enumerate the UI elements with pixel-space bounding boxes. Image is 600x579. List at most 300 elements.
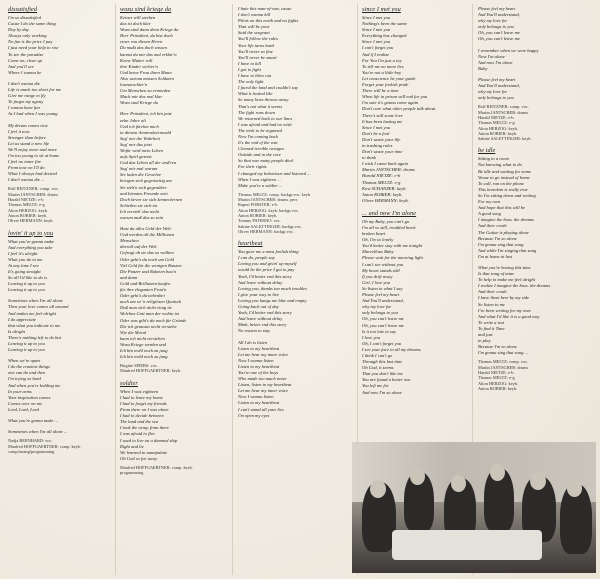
- lyric-line: And makes me feel alright: [8, 310, 56, 316]
- lyric-line: And now I'm alone: [478, 59, 513, 65]
- lyric-line: To see the paradise: [8, 51, 44, 57]
- lyric-line: I'm too young to sit at home: [8, 152, 60, 158]
- column-2: [120, 6, 226, 575]
- lyric-line: I don't wanna die ...: [8, 177, 45, 183]
- song-block: [478, 6, 594, 141]
- lyric-line: Loving you hangs me blue and empty: [238, 297, 307, 303]
- lyric-line: that what you indicate to me: [8, 322, 61, 328]
- lyric-line: Nothing's been the same: [362, 21, 407, 27]
- lyric-line: No fun is the price I pay: [8, 39, 53, 45]
- lyric-line: Life is much too short for me: [8, 87, 62, 93]
- lyric-line: I hate this man-of-war, cause: [238, 6, 292, 11]
- lyric-line: Because I'm so alone: [478, 344, 517, 350]
- lyric-line: Die ich genauso nicht verstehe: [120, 323, 177, 329]
- lyric-line: Since I met you: [362, 124, 391, 130]
- lyric-line: Come on, clear up: [8, 57, 42, 63]
- lyric-line: From there on I was alone: [120, 407, 169, 413]
- lyric-line: And You'll understand,: [478, 83, 520, 89]
- lyric-line: Oh, I'm so lonely: [362, 237, 394, 243]
- credit-line: Tommy PATERNO: voc.: [238, 218, 281, 224]
- lyric-line: I'm open my eyes: [238, 412, 270, 418]
- lyric-line: Und ich fürchte mich: [120, 123, 159, 129]
- lyric-line: Oliver HERMANN: keyb.: [362, 197, 409, 203]
- credit-line: Thomas MELTZ: e-g: [478, 375, 515, 381]
- lyric-line: What it looked like: [238, 91, 273, 97]
- song-title: lovin' it up to you: [8, 229, 54, 237]
- lyric-line: in trashing rules: [362, 142, 393, 148]
- lyric-line: For my own: [478, 199, 501, 205]
- lyric-line: Und das Leben all der and'ren: [120, 160, 177, 166]
- lyric-line: So listen to what I say: [362, 285, 403, 291]
- lyric-line: Is that song of mine: [478, 271, 515, 277]
- lyric-line: I had to leave my home: [120, 394, 163, 400]
- lyric-line: Anton ROBIER: keyb.: [362, 191, 403, 197]
- lyric-line: And their crash: [478, 289, 507, 295]
- song-lyrics: [238, 249, 352, 419]
- lyric-line: What you do to me: [8, 256, 43, 262]
- lyric-line: And now I'm so alone: [362, 389, 402, 395]
- lyric-line: You'll never so fine: [238, 48, 273, 54]
- lyric-line: I faced the land and couldn't say: [238, 85, 298, 91]
- lyric-line: I've been writing for my own: [478, 307, 531, 313]
- lyric-line: Harald NIETZE: e-b: [362, 173, 401, 179]
- song-block: [120, 6, 226, 374]
- lyric-line: To tell me no more lies: [362, 63, 404, 69]
- photo-face: [451, 475, 466, 492]
- lyric-line: And leave without delay: [238, 279, 283, 285]
- song-lyrics: [8, 239, 112, 436]
- lyric-line: When we're apart: [8, 358, 41, 364]
- lyric-line: As I had when I was young: [8, 111, 58, 117]
- lyric-line: Oder geht's da nebenbei: [120, 293, 165, 299]
- lyric-line: Und werden all die Millionen: [120, 232, 175, 238]
- lyric-line: Listen to my heartbeat: [238, 400, 280, 406]
- lyric-line: What I always had desired: [8, 171, 57, 177]
- lyric-line: Please feel my heart: [478, 6, 516, 11]
- lyric-line: Viel Geld für die wenigen Bonzen: [120, 262, 182, 268]
- lyric-line: Don't care what other people talk about: [362, 106, 436, 112]
- lyric-line: From now on I'll do: [8, 165, 45, 171]
- column-divider: [115, 4, 116, 575]
- lyric-line: Sie steh'n sich gegenüber: [120, 184, 167, 190]
- lyric-line: Listen, listen to my heartbeat: [238, 382, 292, 388]
- lyric-line: und könnten Freunde sein: [120, 190, 168, 196]
- lyric-line: überall auf der Welt: [120, 244, 157, 250]
- song-lyrics: [362, 15, 466, 204]
- lyric-line: Ich bin wohl noch zu jung: [120, 354, 168, 360]
- song-credits: [478, 104, 594, 141]
- lyric-line: losmarschier'n: [120, 82, 148, 88]
- column-1: [8, 6, 112, 575]
- song-block: [8, 230, 112, 455]
- lyric-line: I don't wanna kill: [238, 12, 271, 18]
- lyric-line: I do the craziest things: [8, 364, 50, 370]
- credit-line: Sabine SALETTINGER: keyb.: [478, 136, 532, 142]
- lyric-line: For their rights: [238, 164, 267, 170]
- credit-line: Anton ROBIER: keyb.: [478, 385, 518, 391]
- lyric-line: No reason to stay: [238, 328, 271, 334]
- lyric-line: I have to blow out: [238, 73, 272, 79]
- lyric-line: Daß man sich nicht einig ist: [120, 305, 172, 311]
- lyric-line: Yeah, I'd better end this story: [238, 273, 292, 279]
- lyric-line: Die Panzer und Raketen bau'n: [120, 268, 177, 274]
- lyric-line: Now I wanna listen: [238, 357, 274, 363]
- credit-line: Nadja BERNHARD: voc.: [8, 438, 53, 444]
- lyric-line: All I do is listen: [238, 339, 268, 345]
- lyric-line: für ihre eleganten Frau'n: [120, 287, 167, 293]
- lyric-line: Leaving it up to you: [8, 287, 45, 293]
- lyric-line: only belongs to you: [362, 310, 398, 316]
- lyric-line: You'll never be smart: [238, 54, 277, 60]
- song-lyrics: [8, 15, 112, 183]
- lyric-line: Sitting in a room: [478, 156, 509, 162]
- lyric-line: You'd better stay with me tonight: [362, 243, 423, 249]
- lyric-line: Outside and in the core: [238, 152, 281, 158]
- lyric-line: Forget your foolish pride: [362, 82, 409, 88]
- song-title: since I met you: [362, 6, 401, 13]
- lyric-line: That will be your: [238, 24, 270, 30]
- song-block: [120, 380, 226, 476]
- lyric-line: Yeah, I'd better end this story: [238, 310, 292, 316]
- lyric-line: Through this last time: [362, 359, 403, 365]
- lyric-line: Sag' mir das jetzt: [120, 141, 152, 147]
- lyric-line: Herr Präsident, du bist doch: [120, 33, 173, 39]
- lyric-line: My heart stands still: [362, 267, 400, 273]
- lyric-line: Ich bin wohl noch zu jung: [120, 347, 168, 353]
- lyric-line: And hope that this will be: [478, 205, 526, 211]
- lyric-line: Don't waste your life: [362, 136, 401, 142]
- lyric-line: When I was eighteen: [120, 388, 159, 394]
- lyric-line: aufs Spiel gesetzt: [120, 154, 152, 160]
- lyric-line: What you've gonna make: [8, 238, 55, 244]
- lyric-line: Let me hear my inner voice: [238, 388, 289, 394]
- lyric-line: Don't be a fool: [362, 130, 390, 136]
- credit-line: Oliver HERMANN: backgr.voc.: [238, 228, 294, 234]
- lyric-line: I used to live on a damned ship: [120, 437, 178, 443]
- lyric-line: only belongs to you: [478, 24, 514, 30]
- credit-line: Martin JANTSCHER: drums. perc: [238, 197, 298, 203]
- credit-line: Martin JANTSCHER: drums: [478, 364, 529, 370]
- lyric-line: Since I met you: [362, 39, 391, 45]
- lyric-line: I got to fight: [238, 66, 261, 72]
- credit-line: Rolf REITZNER: comp. voc.: [8, 186, 59, 192]
- lyric-line: We'll enjoy more and more: [8, 146, 57, 152]
- lyric-line: And you'll see: [8, 63, 34, 69]
- lyric-line: Girl, I love you: [362, 279, 391, 285]
- lyric-line: I was afraid to flee: [120, 431, 155, 437]
- lyric-line: I feel it now: [8, 128, 30, 134]
- lyric-line: Also warum müssen Soldaten: [120, 75, 174, 81]
- song-title: soldier: [120, 379, 138, 387]
- lyric-line: Oder geht's da noch um Geld: [120, 256, 174, 262]
- lyric-line: Mmh, better end this story: [238, 322, 287, 328]
- lyric-line: I love you: [362, 334, 381, 340]
- lyric-line: Loving you, thanks too much troubles: [238, 285, 307, 291]
- lyric-line: The only light: [238, 79, 264, 85]
- lyric-line: And You'll understand,: [478, 12, 520, 18]
- lyric-line: I'm trying so hard: [8, 376, 41, 382]
- lyric-line: one can do and then: [8, 370, 46, 376]
- lyric-line: Welchen Gott man der wohin ist: [120, 311, 179, 317]
- lyric-line: I feel no inner fire: [8, 159, 42, 165]
- lyric-line: And leave without delay: [238, 316, 283, 322]
- lyric-line: Du mußt das doch wissen: [120, 45, 167, 51]
- credit-line: Anton ROBIER: keyb.: [8, 212, 48, 218]
- lyric-line: und dann: [120, 274, 138, 280]
- lyric-line: why my love for: [362, 304, 392, 310]
- lyric-line: I imagine the boss. the dreams: [478, 217, 534, 223]
- lyric-line: Now I'm coming back: [238, 133, 278, 139]
- lyric-line: I wanna have fun: [8, 105, 40, 111]
- lyric-line: I remember when we were happy: [478, 47, 539, 53]
- lyric-line: For You I'm just a toy: [362, 57, 402, 63]
- credit-line: Anton ROBIER: keyb.: [238, 213, 278, 218]
- lyric-line: It has been lasting me: [362, 118, 403, 124]
- lyric-line: To call, run on the phone: [478, 180, 525, 186]
- lyric-line: The land and the sea: [120, 419, 159, 425]
- song-block: [238, 6, 352, 234]
- lyric-line: Leaving it up to you: [8, 347, 45, 353]
- lyric-line: ihre Kinder verlier'n: [120, 63, 158, 69]
- lyric-line: I have them here by my side: [478, 295, 530, 301]
- lyric-line: einer von diesen Herrn: [120, 39, 163, 45]
- lyric-line: I can do, people say: [238, 255, 275, 261]
- credit-line: Thomas MELTZ: e-g: [478, 120, 515, 126]
- lyric-line: Please wait for the morning light: [362, 255, 423, 261]
- lyric-line: To help to make me feel alright: [478, 277, 535, 283]
- lyric-line: Oh, you can't leave me: [362, 322, 404, 328]
- lyric-line: Going back out of day: [238, 304, 279, 310]
- lyric-line: das ist doch klar: [120, 21, 151, 27]
- lyric-line: Now I'm alone: [478, 53, 505, 59]
- credit-line: Alton HERZOG: keyb.: [478, 125, 518, 131]
- photo-face: [567, 480, 582, 497]
- credit-line: Harald NIETZE: e-b: [478, 369, 514, 375]
- lyric-line: Doch bevor sie sich kennenlernen: [120, 196, 183, 202]
- lyric-line: I had to forget my friends: [120, 400, 167, 406]
- lyric-line: I'm so dissatisfied: [8, 15, 41, 20]
- lyric-line: kann ich nicht verstehen: [120, 335, 165, 341]
- lyric-line: Sag' mir die Wahrheit: [120, 135, 160, 141]
- photo-face: [490, 464, 505, 481]
- lyric-line: Stronger than before: [8, 134, 46, 140]
- lyric-line: Make you're a soldier ...: [238, 182, 283, 188]
- credit-line: Brigitte SPIERS: voc.: [120, 363, 158, 369]
- song-credits: [120, 465, 226, 476]
- lyric-line: kannst du mir das mal erklär'n: [120, 51, 177, 57]
- lyric-line: I just need your help to rise: [8, 45, 59, 51]
- lyric-line: Since I met you: [362, 15, 391, 20]
- song-title: be idle: [478, 147, 496, 155]
- lyric-line: Keiner will sterben: [120, 15, 156, 20]
- lyric-line: Then your love comes all around: [8, 304, 69, 310]
- lyric-line: Right and lie: [120, 443, 144, 449]
- lyric-line: Is alright: [8, 328, 25, 334]
- lyric-line: Since I met you: [362, 27, 391, 33]
- lyric-line: Gold und Brillanten kaufen: [120, 280, 171, 286]
- lyric-line: And while I'm singing that song: [478, 247, 537, 253]
- lyric-line: I have to kill: [238, 60, 262, 66]
- lyric-line: Please feel my heart: [362, 292, 400, 298]
- lyric-line: I see your face in all my dreams: [362, 346, 421, 352]
- lyric-line: Loving you and givin' up myself: [238, 261, 297, 267]
- lyric-line: Everything has changed: [362, 33, 407, 39]
- credit-line: Anton ROBIER: keyb.: [478, 130, 518, 136]
- lyric-line: So that war many people died: [238, 158, 293, 164]
- lyric-line: auch um so 'n religiösen Quatsch: [120, 299, 182, 305]
- song-credits: [478, 359, 594, 391]
- credit-line: Rupert FORSTER: e-b: [238, 202, 278, 208]
- lyric-line: Sometimes when I'm all alone: [8, 298, 63, 304]
- song-title: dissatisfied: [8, 6, 38, 13]
- lyric-line: Pilots on this earth and no fights: [238, 18, 299, 24]
- lyric-line: Menschen: [120, 238, 139, 244]
- credit-line: comp/arrang/programming: [8, 448, 55, 454]
- song-credits: [120, 363, 226, 374]
- lyric-line: Let me hear my inner voice: [238, 351, 289, 357]
- lyric-line: Listen to my heartbeat: [238, 363, 280, 369]
- credit-line: Harald NIETZE: e-b: [478, 114, 514, 120]
- lyric-line: why my love for: [478, 89, 508, 95]
- lyric-line: So many lines thrown away: [238, 97, 289, 103]
- lyric-line: bringen sich gegenseitig um: [120, 178, 172, 184]
- photo-table: [392, 530, 542, 560]
- lyric-line: What you're gonna make ...: [8, 418, 59, 424]
- lyric-line: At any time I see: [8, 262, 39, 268]
- lyric-line: why my love for: [478, 18, 508, 24]
- lyric-line: Always only working: [8, 33, 47, 39]
- lyric-line: Please feel my heart: [478, 76, 516, 82]
- lyric-line: Said the sergeant: [238, 30, 270, 36]
- song-credits: [8, 186, 112, 223]
- lyric-line: Cleaned terrible ravages: [238, 146, 284, 152]
- lyric-line: This boredom is really true: [478, 186, 528, 192]
- lyric-line: The Guitar is playing alone: [478, 229, 529, 235]
- song-block: [362, 210, 466, 396]
- lyric-line: Where I wanna be: [8, 69, 42, 75]
- lyric-line: Oh, I can't forget you: [362, 340, 402, 346]
- lyric-line: I can't stand all your lies: [238, 406, 284, 412]
- lyric-line: Your life turns hard: [238, 42, 274, 48]
- lyric-line: Und keine Frau ihren Mann: [120, 69, 172, 75]
- lyric-line: Mach mir das mal klar: [120, 94, 163, 100]
- lyric-line: Oh God, it seems: [362, 365, 394, 371]
- lyric-line: I do appreciate: [8, 316, 36, 322]
- credit-line: Alton HERZOG: keyb. backgr.voc.: [238, 207, 299, 213]
- lyric-line: We learned to manipulate: [120, 449, 168, 455]
- credit-line: programming: [120, 470, 144, 476]
- lyric-line: To write a text: [478, 319, 505, 325]
- lyric-line: There's nothing left to do but: [8, 334, 62, 340]
- lyric-line: I changed my behaviour and listened ...: [238, 170, 311, 176]
- lyric-line: And what I'd like it is a good way: [478, 313, 540, 319]
- lyric-line: In your arms: [8, 388, 32, 394]
- lyric-line: Comes over on me: [8, 400, 43, 406]
- lyric-line: There's still some love: [362, 112, 403, 118]
- lyric-line: I'm at home at last: [478, 253, 513, 259]
- lyric-line: What you're having this time: [478, 264, 531, 270]
- lyric-line: Leaving it up to you: [8, 281, 45, 287]
- song-lyrics: [478, 156, 594, 356]
- lyric-line: So all I'd like to do is: [8, 275, 48, 281]
- credit-line: Thomas MELTZ: comp. voc.: [478, 359, 529, 365]
- song-block: [238, 240, 352, 419]
- lyric-line: Sie laden die Gewehre: [120, 172, 162, 178]
- lyric-line: Who made too much noise: [238, 376, 287, 382]
- song-block: [478, 147, 594, 391]
- lyric-line: We returned back to our lines: [238, 115, 293, 121]
- lyric-line: Listen to my heartbeat: [238, 345, 280, 351]
- lyric-line: Because I'm so alone: [478, 235, 517, 241]
- lyric-line: to think: [362, 155, 376, 161]
- lyric-line: That you don't like me: [362, 371, 403, 377]
- lyric-line: Wozu sind dann denn Kriege da: [120, 27, 179, 33]
- lyric-line: would be the price I got to pay: [238, 267, 295, 273]
- lyric-line: When life in prison will end for you: [362, 94, 428, 100]
- lyric-line: I was afraid and had no wish: [238, 121, 292, 127]
- lyric-line: Now I wanna listen: [238, 394, 274, 400]
- lyric-line: You are found a better one: [362, 377, 411, 383]
- lyric-line: I'm sure it's gonna come again: [362, 100, 419, 106]
- photo-face: [530, 472, 546, 490]
- lyric-line: There will be a time: [362, 88, 399, 94]
- lyric-line: I can't forget you: [362, 45, 394, 51]
- lyric-line: Herr Präsident, ich bin jetzt: [120, 111, 172, 117]
- lyric-line: Oh my Baby, you can't go: [362, 218, 410, 224]
- lyric-line: If you drift away: [362, 273, 393, 279]
- lyric-line: A good song: [478, 211, 501, 217]
- lyric-line: Not knowing what to do: [478, 162, 522, 168]
- lyric-line: Wozu sind Kriege da: [120, 100, 158, 106]
- lyric-line: And their crash: [478, 223, 507, 229]
- credit-line: Manfred HOFFGAERTNER: comp. keyb.: [8, 443, 81, 449]
- credit-line: Manfred HOFFGAERTNER: comp. keyb.: [120, 464, 193, 470]
- lyric-line: I can't see without you: [362, 261, 404, 267]
- song-title: wozu sind kriege da: [120, 6, 172, 13]
- song-lyrics: [120, 15, 226, 360]
- song-lyrics: [478, 6, 594, 101]
- lyric-line: I wish I came back again: [362, 161, 409, 167]
- lyric-line: It's the end of the war: [238, 140, 278, 146]
- lyric-line: Sometimes when I'm all alone ...: [8, 429, 68, 435]
- lyric-line: Kira SCHANZER: keyb.: [362, 185, 407, 191]
- lyric-line: Cause I do the same thing: [8, 21, 56, 27]
- lyric-line: warum muß das so sein: [120, 215, 164, 220]
- lyric-line: I took the army, from there: [120, 425, 169, 431]
- lyric-line: When I was eighteen ...: [238, 176, 281, 182]
- lyric-line: in diesem Atomraketenwald: [120, 129, 171, 135]
- lyric-line: Let conscience be your guide: [362, 75, 416, 81]
- credit-line: Oliver HERMANN: keyb.: [8, 218, 54, 224]
- lyric-line: To forget my agony: [8, 99, 44, 105]
- lyric-line: You'll follow the rules: [238, 36, 278, 42]
- lyric-line: It's going straight: [8, 268, 41, 274]
- song-title: ... and now I'm alone: [362, 209, 417, 217]
- lyric-line: Thomas MELTZ: e-g: [362, 179, 401, 185]
- song-lyrics: [238, 6, 352, 189]
- lyric-line: Oh, you can't leave me: [478, 30, 520, 36]
- lyric-line: You're not a little boy: [362, 69, 402, 75]
- lyric-line: You gave me a most foolish thing: [238, 249, 299, 255]
- song-credits: [8, 438, 112, 454]
- lyric-line: Oh God so far away: [120, 455, 158, 461]
- credit-line: Thomas MELTZ: comp. backgr.voc. keyb.: [238, 191, 312, 197]
- lyric-line: Venue to go instead of home: [478, 174, 530, 180]
- lyric-line: My dream comes true: [8, 122, 48, 128]
- lyric-line: Marvellous Baby: [362, 249, 394, 255]
- credit-line: Manfred HOFFGAERTNER: keyb.: [120, 368, 182, 374]
- song-block: [362, 6, 466, 204]
